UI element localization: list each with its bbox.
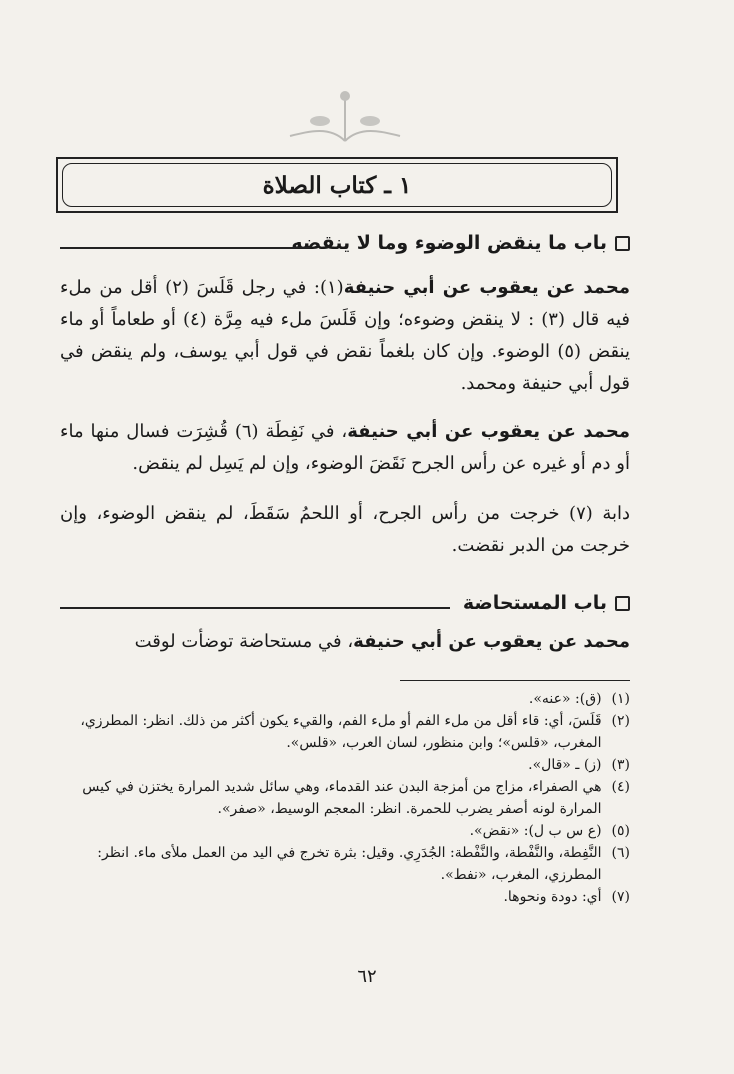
paragraph-2: محمد عن يعقوب عن أبي حنيفة، في نَفِطَة (٦) قُشِرَت فسال منها ماء أو دم أو غيره عن رأس الجرح نَقَضَ الوضوء، وإن لم يَسِل لم ينقض. — [60, 421, 630, 474]
chapter-title-frame — [56, 157, 618, 213]
footnote: (١) (ق): «عنه». — [528, 691, 630, 707]
square-bullet-icon — [615, 596, 630, 611]
section-heading-wudu: باب ما ينقض الوضوء وما لا ينقضه — [291, 232, 630, 254]
footnote: (٧) أي: دودة ونحوها. — [503, 889, 630, 905]
chapter-title: ١ ـ كتاب الصلاة — [262, 171, 412, 199]
footnotes — [50, 688, 630, 908]
heading-rule — [60, 607, 450, 609]
heading-rule — [60, 247, 310, 249]
square-bullet-icon — [615, 236, 630, 251]
footnote: (٣) (ز) ـ «قال». — [528, 757, 630, 773]
footnote: (٤) هي الصفراء، مزاج من أمزجة البدن عند القدماء، وهي سائل شديد المرارة يختزن في كيس المرارة لونه أصفر يضرب للحمرة. انظر: المعجم الوسيط، «صفر». — [82, 779, 630, 817]
footnote: (٥) (ع س ب ل): «نقض». — [469, 823, 630, 839]
footnote-separator — [400, 680, 630, 681]
paragraph-4: محمد عن يعقوب عن أبي حنيفة، في مستحاضة توضأت لوقت — [134, 631, 630, 652]
footnote: (٢) قَلَسَ، أي: قاء أقل من ملء الفم أو ملء الفم، والقيء يكون أكثر من ذلك. انظر: المطرزي، المغرب، «قلس»؛ وابن منظور، لسان العرب، «قلس». — [80, 713, 630, 751]
section-heading-mustahada: باب المستحاضة — [463, 592, 630, 614]
paragraph-3: دابة (٧) خرجت من رأس الجرح، أو اللحمُ سَقَطَ، لم ينقض الوضوء، وإن خرجت من الدبر نقضت. — [60, 503, 631, 556]
paragraph-1: محمد عن يعقوب عن أبي حنيفة(١): في رجل قَلَسَ (٢) أقل من ملء فيه قال (٣) : لا ينقض وضوءه؛ وإن قَلَسَ ملء فيه مِرَّة (٤) أو طعاماً أو ماء ينقض (٥) الوضوء. وإن كان بلغماً نقض في قول أبي يوسف، ولم ينقض في قول أبي حنيفة ومحمد. — [60, 277, 630, 394]
page-number: ٦٢ — [357, 966, 377, 987]
floral-ornament-icon — [270, 86, 420, 146]
footnote: (٦) النَّفِطة، والنَّفْطة، والنَّفْطة: الجُدَرِي. وقيل: بثرة تخرج في اليد من العمل ملأى ماء. انظر: المطرزي، المغرب، «نفط». — [97, 845, 630, 883]
